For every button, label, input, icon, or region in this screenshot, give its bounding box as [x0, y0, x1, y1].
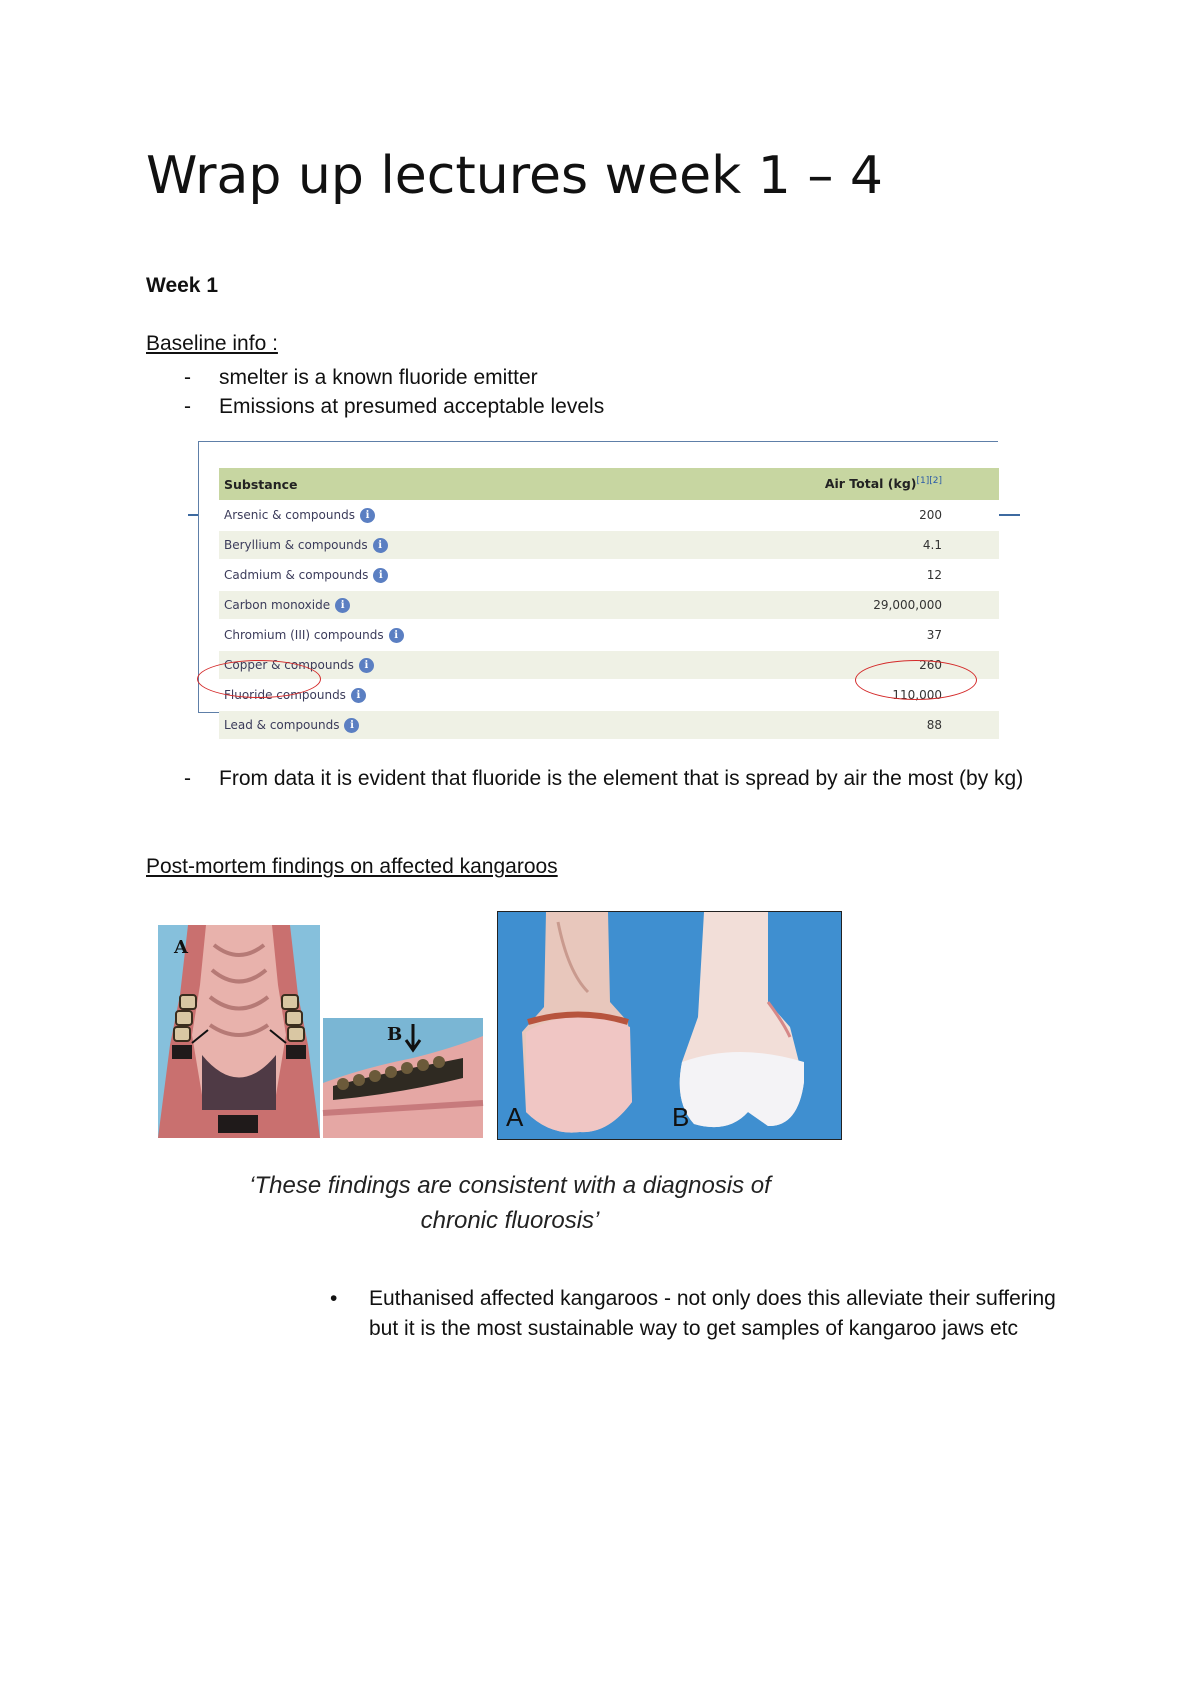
dash-marker: - — [184, 366, 191, 389]
baseline-heading: Baseline info : — [146, 332, 278, 355]
baseline-list — [146, 363, 604, 421]
table-header-air-total: Air Total (kg)[1][2] — [620, 468, 999, 501]
postmortem-heading: Post-mortem findings on affected kangaroos — [146, 855, 558, 878]
table-row: Beryllium & compounds i 4.1 — [219, 530, 999, 560]
figure-label: B — [672, 1102, 690, 1132]
info-icon: i — [373, 568, 388, 583]
bullet-marker: • — [330, 1287, 338, 1310]
table-header-refs: [1][2] — [916, 476, 942, 487]
pollutant-table — [219, 468, 999, 741]
list-item: - Emissions at presumed acceptable levels — [146, 392, 604, 421]
list-item: • Euthanised affected kangaroos - not only does this alleviate their suffering but it is the most sustainable way to get samples of kangaroo jaws etc — [330, 1284, 1070, 1344]
table-row: Copper & compounds i 260 — [219, 650, 999, 680]
bone-comparison-photo — [497, 911, 842, 1140]
pollutant-table-image — [198, 441, 998, 732]
info-icon: i — [335, 598, 350, 613]
table-row: Carbon monoxide i 29,000,000 — [219, 590, 999, 620]
table-row: Lead & compounds i 88 — [219, 710, 999, 740]
document-title: Wrap up lectures week 1 – 4 — [146, 146, 883, 206]
info-icon: i — [344, 718, 359, 733]
table-row: Chromium (III) compounds i 37 — [219, 620, 999, 650]
info-icon: i — [359, 658, 374, 673]
figure-label: A — [174, 937, 188, 958]
list-item: - smelter is a known fluoride emitter — [146, 363, 604, 392]
list-item: - From data it is evident that fluoride is the element that is spread by air the most (by kg) — [146, 764, 1066, 793]
info-icon: i — [389, 628, 404, 643]
kangaroo-palate-photo — [158, 925, 320, 1138]
highlight-oval-substance — [197, 660, 321, 698]
diagnosis-quote: ‘These findings are consistent with a diagnosis of chronic fluorosis’ — [249, 1172, 771, 1234]
table-header-substance: Substance — [219, 468, 620, 501]
highlight-oval-value — [855, 660, 977, 700]
info-icon: i — [373, 538, 388, 553]
bullet-list — [330, 1284, 1070, 1344]
table-row: Cadmium & compounds i 12 — [219, 560, 999, 590]
figure-label: B — [387, 1024, 403, 1045]
bone-illustration — [498, 912, 841, 1139]
analysis-list — [146, 764, 1066, 793]
table-row-highlighted: Fluoride compounds i 110,000 — [219, 680, 999, 710]
table-row: Arsenic & compounds i 200 — [219, 501, 999, 531]
kangaroo-jaw-photo — [323, 1018, 483, 1138]
dash-marker: - — [184, 767, 191, 790]
info-icon: i — [360, 508, 375, 523]
dash-marker: - — [184, 395, 191, 418]
info-icon: i — [351, 688, 366, 703]
week-heading: Week 1 — [146, 274, 218, 297]
figure-label: A — [506, 1102, 524, 1132]
jaw-illustration — [323, 1018, 483, 1138]
